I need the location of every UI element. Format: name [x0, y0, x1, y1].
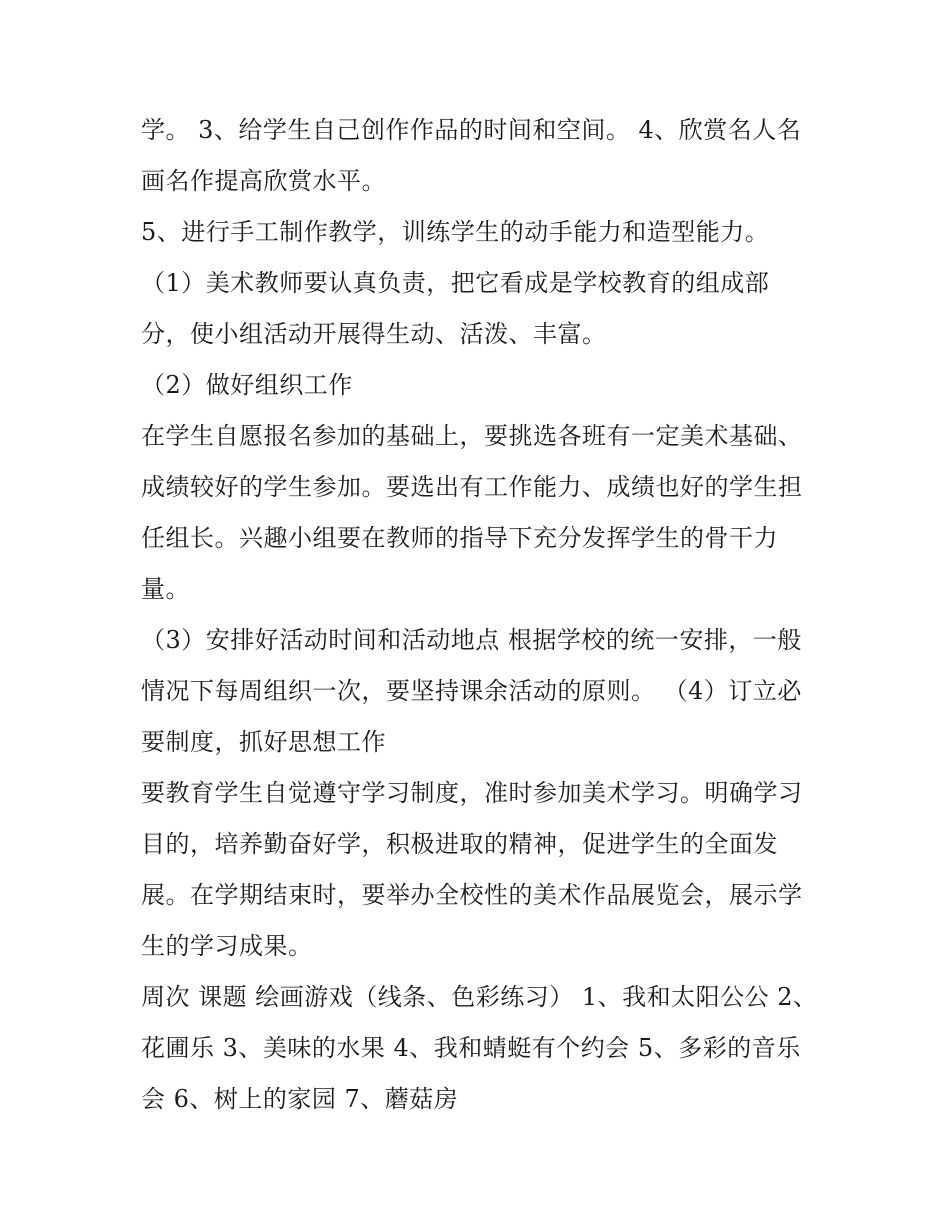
text-line: 画名作提高欣赏水平。 — [141, 167, 386, 195]
text-line: （2）做好组织工作 — [141, 371, 353, 399]
text-line: 任组长。兴趣小组要在教师的指导下充分发挥学生的骨干力 — [141, 524, 778, 552]
document-body — [141, 105, 821, 1125]
text-line: 周次 课题 绘画游戏（线条、色彩练习） 1、我和太阳公公 2、 — [141, 983, 818, 1011]
text-line: （1）美术教师要认真负责，把它看成是学校教育的组成部 — [141, 269, 770, 297]
text-line: 情况下每周组织一次，要坚持课余活动的原则。 （4）订立必 — [141, 677, 802, 705]
text-line: 展。在学期结束时，要举办全校性的美术作品展览会，展示学 — [141, 881, 803, 909]
text-line: 在学生自愿报名参加的基础上，要挑选各班有一定美术基础、 — [141, 422, 803, 450]
text-line: 会 6、树上的家园 7、蘑菇房 — [141, 1085, 459, 1113]
text-line: 成绩较好的学生参加。要选出有工作能力、成绩也好的学生担 — [141, 473, 803, 501]
text-line: 5、进行手工制作教学，训练学生的动手能力和造型能力。 — [141, 218, 770, 246]
text-line: 目的，培养勤奋好学，积极进取的精神，促进学生的全面发 — [141, 830, 778, 858]
text-line: 学。 3、给学生自己创作作品的时间和空间。 4、欣赏名人名 — [141, 116, 802, 144]
text-line: 生的学习成果。 — [141, 932, 313, 960]
text-line: （3）安排好活动时间和活动地点 根据学校的统一安排，一般 — [141, 626, 802, 654]
text-line: 要教育学生自觉遵守学习制度，准时参加美术学习。明确学习 — [141, 779, 803, 807]
text-line: 量。 — [141, 575, 190, 603]
text-line: 要制度，抓好思想工作 — [141, 728, 386, 756]
text-line: 花圃乐 3、美味的水果 4、我和蜻蜓有个约会 5、多彩的音乐 — [141, 1034, 801, 1062]
text-line: 分，使小组活动开展得生动、活泼、丰富。 — [141, 320, 607, 348]
